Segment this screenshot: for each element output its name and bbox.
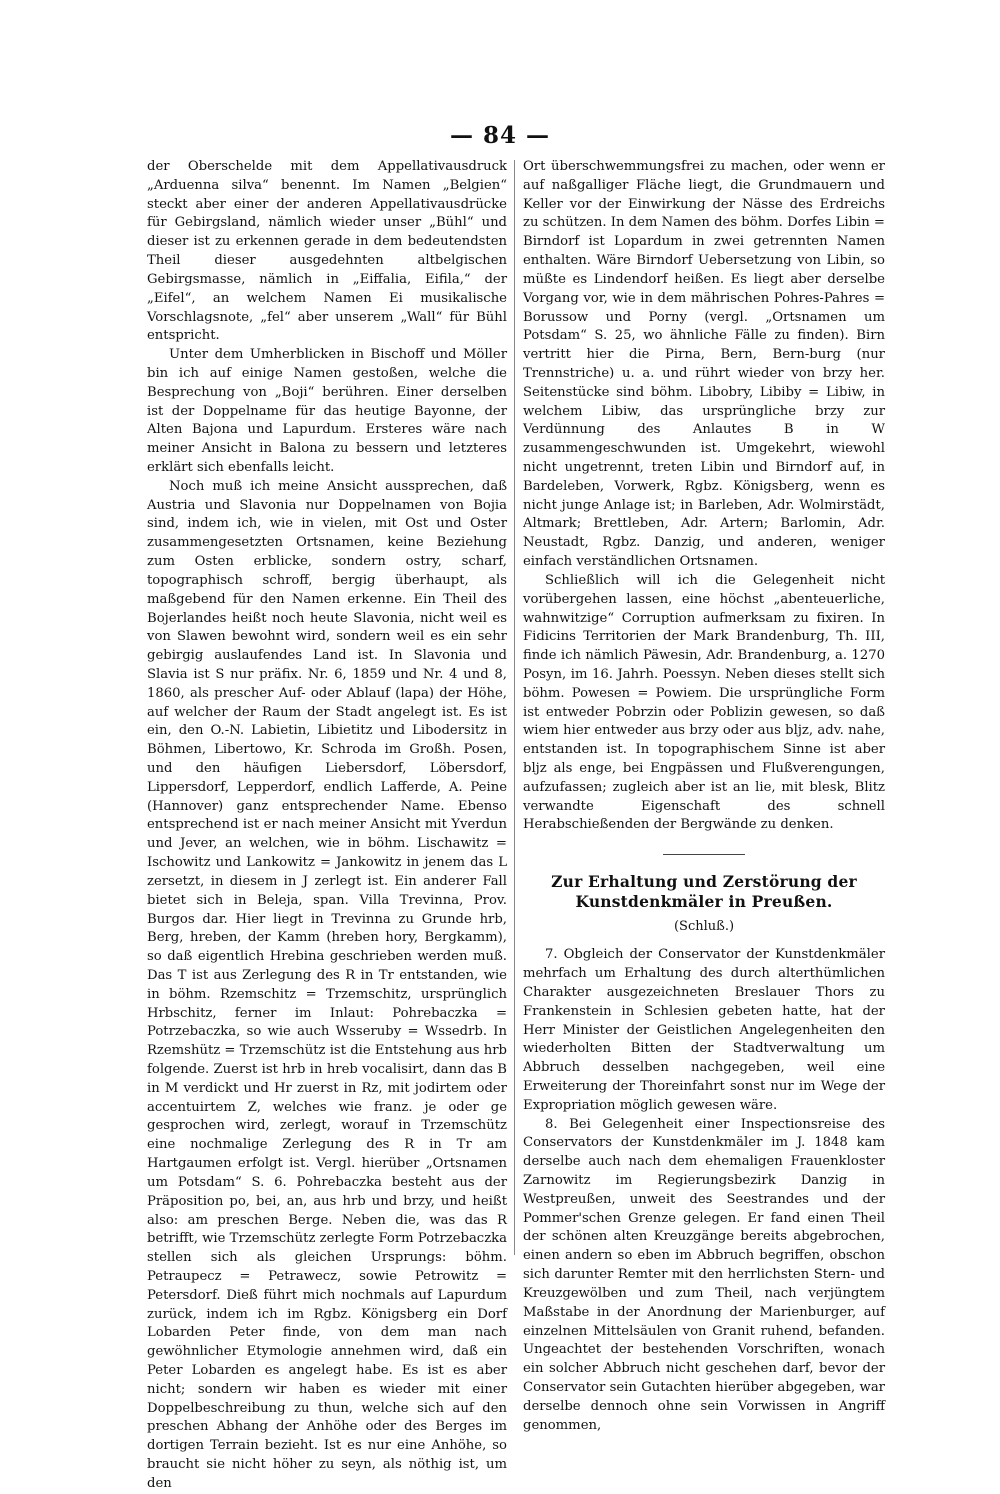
section-heading: Zur Erhaltung und Zerstörung der Kunstdenkmäler in Preußen. <box>551 872 857 912</box>
paragraph: Ort überschwemmungsfrei zu machen, oder wenn er auf naßgalliger Fläche liegt, die Grundmauern und Keller vor der Einwirkung der Nässe des Erdreichs zu schützen. In dem Namen des böhm. Dorfes Libin = Birndorf ist Lopardum in zwei getrennten Namen enthalten. Wäre Birndorf Uebersetzung von Libin, so müßte es Lindendorf heißen. Es liegt aber derselbe Vorgang vor, wie in dem mährischen Pohres-Pahres = Borussow und Porny (vergl. „Ortsnamen um Potsdam“ S. 25, wo ähnliche Fälle zu finden). Birn vertritt hier die Pirna, Bern, Bern-burg (nur Trennstriche) u. a. und rührt wieder von brzy her. Seitenstücke sind böhm. Libobry, Libiby = Libiw, in welchem Libiw, das ursprüngliche brzy zur Verdünnung des Anlautes B in W zusammengeschwunden ist. Umgekehrt, wiewohl nicht ungetrennt, treten Libin und Birndorf auf, in Bardeleben, Vorwerk, Rgbz. Königsberg, wenn es nicht junge Anlage ist; in Barleben, Adr. Wolmirstädt, Altmark; Brettleben, Adr. Artern; Barlomin, Adr. Neustadt, Rgbz. Danzig, und anderen, weniger einfach verständlichen Ortsnamen. <box>523 159 885 570</box>
section-divider <box>663 854 745 855</box>
right-column <box>523 158 885 1435</box>
paragraph: 7. Obgleich der Conservator der Kunstdenkmäler mehrfach um Erhaltung des durch alterthümlichen Charakter ausgezeichneten Breslauer Thors zu Frankenstein in Schlesien gebeten hatte, hat der Herr Minister der Geistlichen Angelegenheiten den wiederholten Bitten der Stadtverwaltung um Abbruch desselben nachgegeben, weil eine Erweiterung der Thoreinfahrt sonst nur im Wege der Expropriation möglich gewesen wäre. <box>523 947 885 1113</box>
column-divider <box>514 160 515 1255</box>
paragraph: 8. Bei Gelegenheit einer Inspectionsreise des Conservators der Kunstdenkmäler im J. 1848 kam derselbe auch nach dem ehemaligen Frauenkloster Zarnowitz im Regierungsbezirk Danzig in Westpreußen, unweit des Seestrandes und der Pommer'schen Grenze gelegen. Er fand einen Theil der schönen alten Kreuzgänge bereits abgebrochen, einen andern so eben im Abbruch begriffen, obschon sich darunter Remter mit den herrlichsten Stern- und Kreuzgewölben und zum Theil, nach verjüngtem Maßstabe in der Anordnung der Marienburger, auf einzelnen Mittelsäulen von Granit ruhend, befanden. Ungeachtet der bestehenden Vorschriften, wonach ein solcher Abbruch nicht geschehen darf, bevor der Conservator sein Gutachten hierüber abgegeben, war derselbe dennoch ohne sein Vorwissen in Angriff genommen, <box>523 1116 885 1433</box>
section-subheading: (Schluß.) <box>673 919 735 935</box>
paragraph: Unter dem Umherblicken in Bischoff und Möller bin ich auf einige Namen gestoßen, welche die Besprechung von „Boji“ berühren. Einer derselben ist der Doppelname für das heutige Bayonne, der Alten Bajona und Lapurdum. Ersteres wäre nach meiner Ansicht in Balona zu bessern und letzteres erklärt sich ebenfalls leicht. <box>147 347 507 475</box>
paragraph: der Oberschelde mit dem Appellativausdruck „Arduenna silva“ benennt. Im Namen „Belgien“ steckt aber einer der anderen Appellativausdrücke für Gebirgsland, nämlich wieder unser „Bühl“ und dieser ist zu erkennen gerade in dem bedeutendsten Theil dieser ausgedehnten altbelgischen Gebirgsmasse, nämlich in „Eiffalia, Eifila,“ der „Eifel“, an welchem Namen Ei musikalische Vorschlagsnote, „fel“ aber unserem „Wall“ für Bühl entspricht. <box>147 159 507 344</box>
page-number: — 84 — <box>449 122 551 149</box>
paragraph: Schließlich will ich die Gelegenheit nicht vorübergehen lassen, eine höchst „abenteuerliche, wahnwitzige“ Corruption aufmerksam zu fixiren. In Fidicins Territorien der Mark Brandenburg, Th. III, finde ich nämlich Päwesin, Adr. Brandenburg, a. 1270 Posyn, im 16. Jahrh. Poessyn. Neben dieses stellt sich böhm. Powesen = Powiem. Die ursprüngliche Form ist entweder Pobrzin oder Poblizin gewesen, so daß wiem hier entweder aus brzy oder aus bljz, adv. nahe, entstanden ist. In topographischem Sinne ist aber blјz als enge, bei Engpässen und Flußverengungen, aufzufassen; zugleich aber ist an lie, mit blesk, Blitz verwandte Eigenschaft des schnell Herabschießenden der Bergwände zu denken. <box>523 572 885 833</box>
paragraph: Noch muß ich meine Ansicht aussprechen, daß Austria und Slavonia nur Doppelnamen von Bojia sind, indem ich, wie in vielen, mit Ost und Oster zusammengesetzten Ortsnamen, keine Beziehung zum Osten erblicke, sondern ostry, scharf, topographisch schroff, bergig überhaupt, als maßgebend für den Namen erkenne. Ein Theil des Bojerlandes heißt noch heute Slavonia, nicht weil es von Slawen bewohnt wird, sondern weil es ein sehr gebirgig auslaufendes Land ist. In Slavonia und Slavia ist S nur präfix. Nr. 6, 1859 und Nr. 4 und 8, 1860, als prescher Auf- oder Ablauf (lapa) der Höhe, auf welcher der Raum der Stadt angelegt ist. Es ist ein, den O.-N. Labietin, Libietitz und Libodersitz in Böhmen, Libertowo, Kr. Schroda im Großh. Posen, und den häufigen Liebersdorf, Löbersdorf, Lippersdorf, Lepperdorf, endlich Lafferde, A. Peine (Hannover) ganz entsprechender Name. Ebenso entsprechend ist er nach meiner Ansicht mit Yverdun und Jever, an welchen, wie in böhm. Lischawitz = Ischowitz und Lankowitz = Jankowitz in jenem das L zersetzt, in diesem in J zerlegt ist. Ein anderer Fall bietet sich in Beleja, span. Villa Trevinna, Prov. Burgos dar. Hier liegt in Trevinna zu Grunde hrb, Berg, hreben, der Kamm (hreben hory, Bergkamm), so daß eigentlich Hrebina geschrieben werden muß. Das T ist aus Zerlegung des R in Tr entstanden, wie in böhm. Rzemschitz = Trzemschitz, ursprünglich Hrbschitz, ferner im Inlaut: Pohrebaczka = Potrzebaczka, so wie auch Wsseruby = Wssedrb. In Rzemshütz = Trzemschütz ist die Entstehung aus hrb folgende. Zuerst ist hrb in hreb vocalisirt, dann das B in M verdickt und Hr zuerst in Rz, mit jodirtem oder accentuirtem Z, welches wie franz. je oder ge gesprochen wird, zerlegt, worauf in Trzemschütz eine nochmalige Zerlegung des R in Tr am Hartgaumen erfolgt ist. Vergl. hierüber „Ortsnamen um Potsdam“ S. 6. Pohrebaczka besteht aus der Präposition po, bei, an, aus hrb und brzy, und heißt also: am preschen Berge. Neben die, was das R betrifft, wie Trzemschütz zerlegte Form Potrzebaczka stellen sich als gleichen Ursprungs: böhm. Petraupecz = Petrawecz, sowie Petrowitz = Petersdorf. Dieß führt mich nochmals auf Lapurdum zurück, indem ich im Rgbz. Königsberg ein Dorf Lobarden Peter finde, von dem man nach gewöhnlicher Etymologie annehmen wird, daß ein Peter Lobarden es angelegt habe. Es ist es aber nicht; sondern wir haben es wieder mit einer Doppelbeschreibung zu thun, welche sich auf den preschen Abhang der Anhöhe oder des Berges im dortigen Terrain bezieht. Ist es nur eine Anhöhe, so braucht sie nicht höher zu seyn, als nöthig ist, um den <box>147 478 507 1491</box>
left-column <box>147 158 507 1494</box>
